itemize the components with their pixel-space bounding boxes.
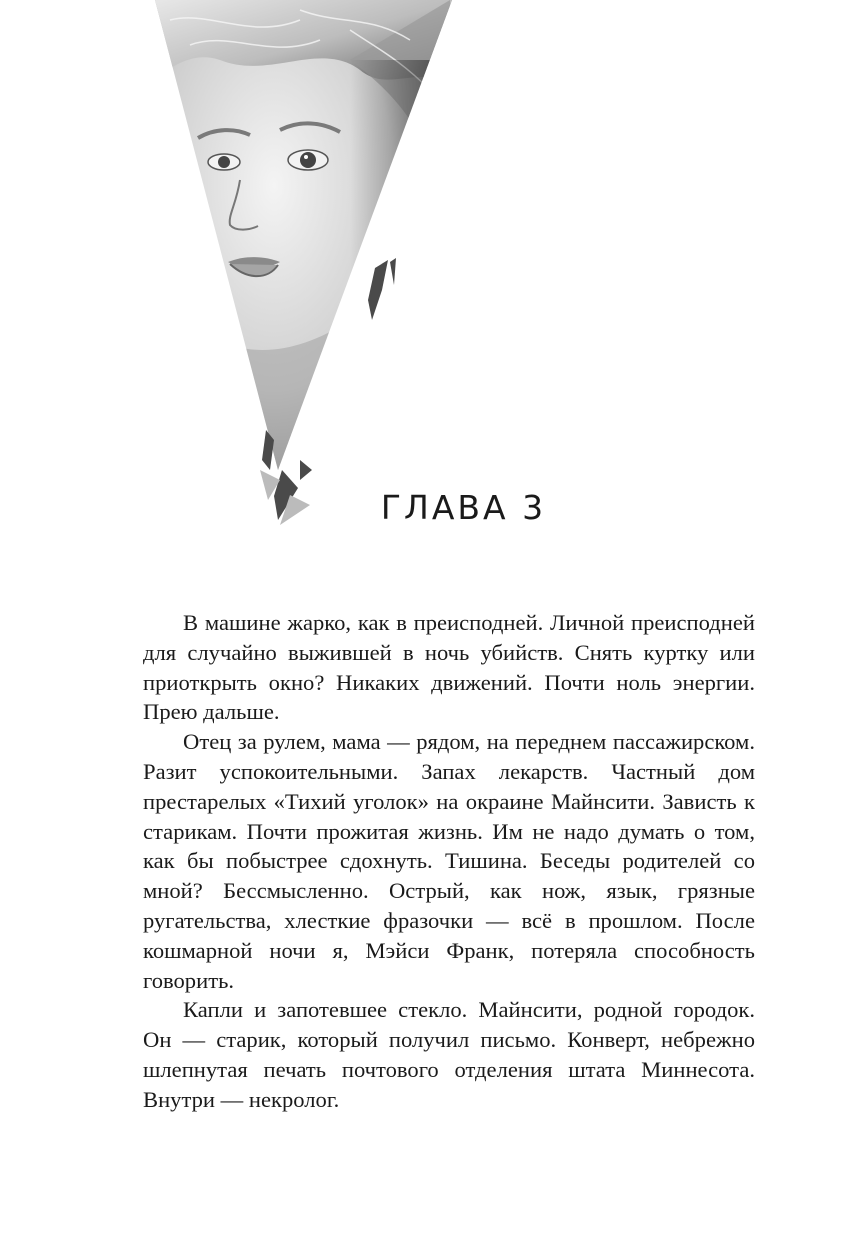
paragraph: Капли и запотевшее стекло. Майнсити, родной городок. Он — старик, который получил письмо. Конверт, небрежно шлепнутая печать почтового отделения штата Миннесота. Внутри — некролог.	[143, 997, 755, 1112]
chapter-title: ГЛАВА 3	[380, 488, 547, 527]
paragraph: В машине жарко, как в преисподней. Личной преисподней для случайно выжившей в ночь убийств. Снять куртку или приоткрыть окно? Никаких движений. Почти ноль энергии. Прею дальше.	[143, 610, 755, 725]
chapter-body	[143, 608, 755, 1115]
paragraph: Отец за рулем, мама — рядом, на переднем пассажирском. Разит успокоительными. Запах лекарств. Частный дом престарелых «Тихий уголок» на окраине Майнсити. Зависть к старикам. Почти прожитая жизнь. Им не надо думать о том, как бы побыстрее сдохнуть. Тишина. Беседы родителей со мной? Бессмысленно. Острый, как нож, язык, грязные ругательства, хлесткие фразочки — всё в прошлом. После кошмарной ночи я, Мэйси Франк, потеряла способность говорить.	[143, 729, 755, 993]
girl-portrait-triangle-icon	[150, 0, 460, 530]
